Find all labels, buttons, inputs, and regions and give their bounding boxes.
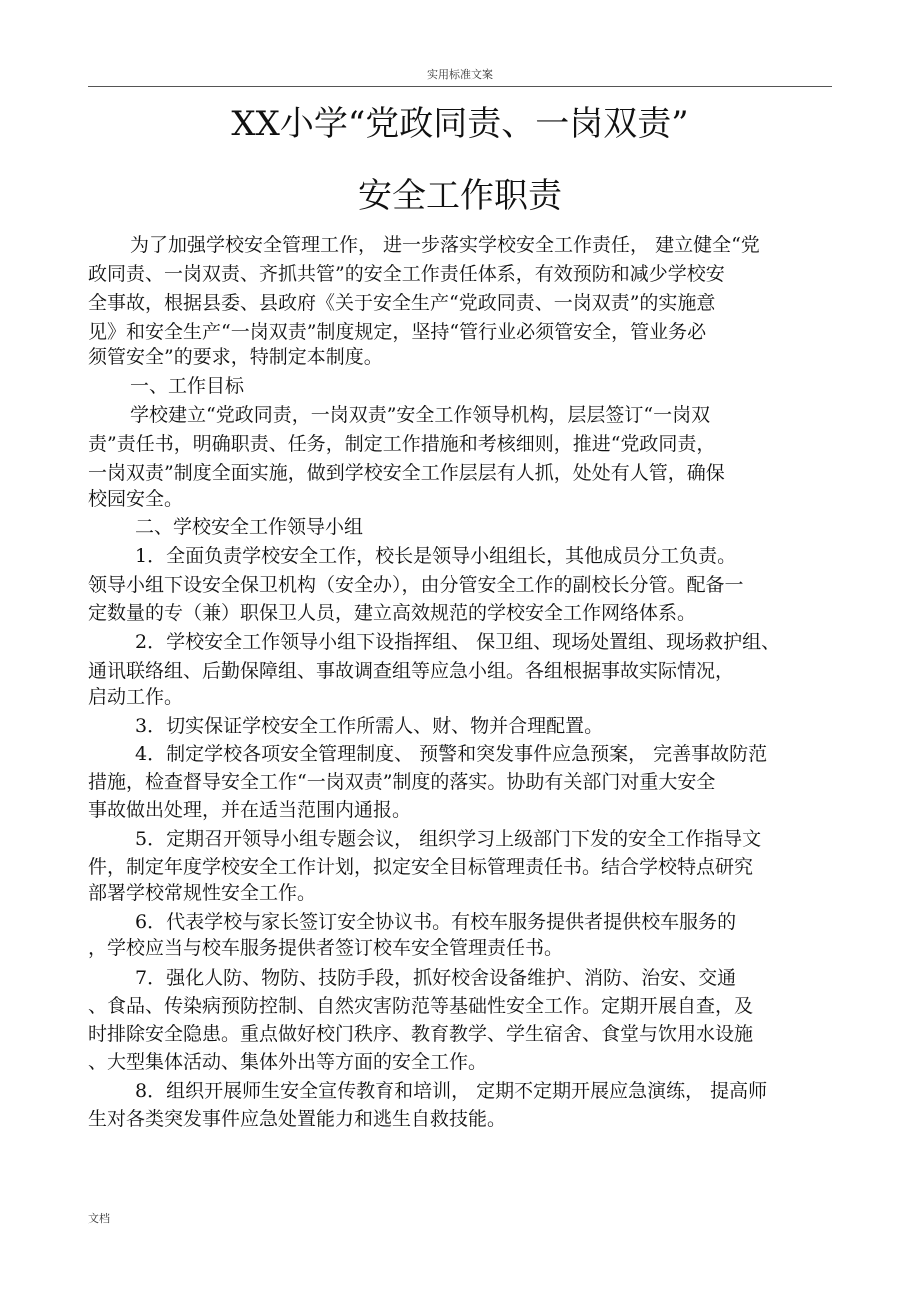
text-line: 学校建立“党政同责，一岗双责”安全工作领导机构，层层签订“一岗双 (130, 404, 711, 426)
text-line: 领导小组下设安全保卫机构（安全办），由分管安全工作的副校长分管。配备一 (88, 574, 744, 596)
document-title: XX小学“党政同责、一岗双责” (231, 104, 689, 144)
text-line: 5．定期召开领导小组专题会议， 组织学习上级部门下发的安全工作指导文 (135, 828, 762, 850)
document-subtitle: 安全工作职责 (358, 176, 562, 216)
text-line: 件，制定年度学校安全工作计划，拟定安全目标管理责任书。结合学校特点研究 (88, 856, 754, 878)
text-line: 措施，检查督导安全工作“一岗双责”制度的落实。协助有关部门对重大安全 (88, 771, 716, 793)
text-line: 2．学校安全工作领导小组下设指挥组、 保卫组、现场处置组、现场救护组、 (135, 631, 781, 653)
text-line: 7．强化人防、物防、技防手段，抓好校舍设备维护、消防、治安、交通 (135, 967, 737, 989)
text-line: 事故做出处理，并在适当范围内通报。 (88, 799, 412, 821)
text-line: 政同责、一岗双责、齐抓共管”的安全工作责任体系，有效预防和减少学校安 (88, 263, 725, 285)
text-line: 启动工作。 (88, 686, 184, 708)
header-rule (88, 86, 832, 87)
text-line: 全事故，根据县委、县政府《关于安全生产“党政同责、一岗双责”的实施意 (88, 292, 716, 314)
text-line: 校园安全。 (88, 488, 184, 510)
text-line: 为了加强学校安全管理工作， 进一步落实学校安全工作责任， 建立健全“党 (130, 234, 760, 256)
text-line: 、大型集体活动、集体外出等方面的安全工作。 (88, 1051, 488, 1073)
text-line: 须管安全”的要求，特制定本制度。 (88, 346, 383, 368)
text-line: 4．制定学校各项安全管理制度、 预警和突发事件应急预案， 完善事故防范 (135, 743, 768, 765)
text-line: 一岗双责”制度全面实施，做到学校安全工作层层有人抓，处处有人管，确保 (88, 462, 725, 484)
section-heading: 二、学校安全工作领导小组 (135, 516, 364, 538)
section-heading: 一、工作目标 (130, 375, 245, 397)
text-line: 时排除安全隐患。重点做好校门秩序、教育教学、学生宿舍、食堂与饮用水设施 (88, 1023, 754, 1045)
text-line: 8．组织开展师生安全宣传教育和培训， 定期不定期开展应急演练， 提高师 (135, 1080, 768, 1102)
text-line: 3．切实保证学校安全工作所需人、财、物并合理配置。 (135, 715, 604, 737)
text-line: 6．代表学校与家长签订安全协议书。有校车服务提供者提供校车服务的 (135, 911, 737, 933)
page-header: 实用标准文案 (427, 68, 493, 81)
page-footer: 文档 (88, 1212, 110, 1225)
text-line: 责”责任书，明确职责、任务，制定工作措施和考核细则，推进“党政同责， (88, 433, 716, 455)
text-line: 1．全面负责学校安全工作，校长是领导小组组长，其他成员分工负责。 (135, 545, 737, 567)
text-line: 部署学校常规性安全工作。 (88, 882, 317, 904)
text-line: 生对各类突发事件应急处置能力和逃生自救技能。 (88, 1108, 507, 1130)
text-line: 通讯联络组、后勤保障组、事故调查组等应急小组。各组根据事故实际情况， (88, 660, 735, 682)
text-line: 、食品、传染病预防控制、自然灾害防范等基础性安全工作。定期开展自查，及 (88, 995, 754, 1017)
text-line: 定数量的专（兼）职保卫人员，建立高效规范的学校安全工作网络体系。 (88, 602, 697, 624)
text-line: 见》和安全生产“一岗双责”制度规定，坚持“管行业必须管安全，管业务必 (88, 321, 707, 343)
text-line: ，学校应当与校车服务提供者签订校车安全管理责任书。 (88, 937, 564, 959)
